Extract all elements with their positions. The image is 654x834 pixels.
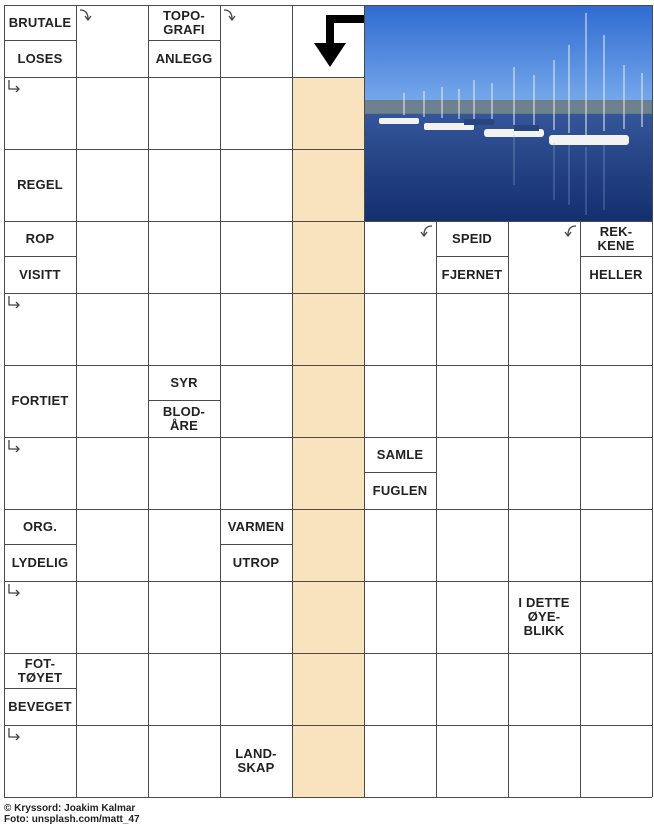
- answer-cell[interactable]: [580, 653, 652, 725]
- credits: [4, 803, 140, 825]
- clue-fuglen: FUGLEN: [364, 473, 436, 509]
- solution-cell[interactable]: [292, 581, 364, 653]
- grid-line: [4, 509, 652, 510]
- answer-cell[interactable]: [580, 509, 652, 581]
- solution-cell[interactable]: [292, 149, 364, 221]
- answer-cell[interactable]: [508, 365, 580, 437]
- clue-landskap: LAND- SKAP: [220, 725, 292, 797]
- down-right-arrow-icon: [6, 79, 22, 95]
- grid-line: [4, 221, 652, 222]
- answer-cell[interactable]: [364, 365, 436, 437]
- grid-line: [292, 5, 293, 797]
- solution-cell[interactable]: [292, 509, 364, 581]
- answer-cell[interactable]: [436, 653, 508, 725]
- clue-heller: HELLER: [580, 257, 652, 293]
- big-arrow-icon: [292, 5, 364, 77]
- answer-cell[interactable]: [148, 509, 220, 581]
- answer-cell[interactable]: [364, 293, 436, 365]
- answer-cell[interactable]: [76, 653, 148, 725]
- clue-varmen: VARMEN: [220, 509, 292, 545]
- clue-fjernet: FJERNET: [436, 257, 508, 293]
- answer-cell[interactable]: [148, 293, 220, 365]
- grid-line: [148, 5, 149, 797]
- answer-cell[interactable]: [76, 725, 148, 797]
- down-right-arrow-icon: [6, 583, 22, 599]
- clue-samle: SAMLE: [364, 437, 436, 473]
- answer-cell[interactable]: [436, 365, 508, 437]
- answer-cell[interactable]: [508, 509, 580, 581]
- answer-cell[interactable]: [220, 653, 292, 725]
- answer-cell[interactable]: [76, 221, 148, 293]
- answer-cell[interactable]: [508, 725, 580, 797]
- left-down-arrow-icon: [418, 223, 434, 239]
- grid-line: [4, 5, 652, 6]
- answer-cell[interactable]: [436, 293, 508, 365]
- clue-beveget: BEVEGET: [4, 689, 76, 725]
- solution-cell[interactable]: [292, 725, 364, 797]
- grid-line: [76, 5, 77, 797]
- clue-lydelig: LYDELIG: [4, 545, 76, 581]
- solution-cell[interactable]: [292, 653, 364, 725]
- credit-photo: Foto: unsplash.com/matt_47: [4, 814, 140, 825]
- answer-cell[interactable]: [364, 509, 436, 581]
- answer-cell[interactable]: [364, 653, 436, 725]
- answer-cell[interactable]: [148, 221, 220, 293]
- clue-syr: SYR: [148, 365, 220, 401]
- clue-fortiet: FORTIET: [4, 365, 76, 437]
- answer-cell[interactable]: [220, 581, 292, 653]
- clue-anlegg: ANLEGG: [148, 41, 220, 77]
- answer-cell[interactable]: [148, 725, 220, 797]
- answer-cell[interactable]: [220, 149, 292, 221]
- answer-cell[interactable]: [148, 77, 220, 149]
- answer-cell[interactable]: [148, 149, 220, 221]
- clue-utrop: UTROP: [220, 545, 292, 581]
- clue-brutale: BRUTALE: [4, 5, 76, 41]
- answer-cell[interactable]: [580, 365, 652, 437]
- clue-rekkene: REK- KENE: [580, 221, 652, 257]
- solution-cell[interactable]: [292, 365, 364, 437]
- grid-line: [4, 365, 652, 366]
- grid-line: [4, 5, 5, 797]
- down-right-arrow-icon: [6, 439, 22, 455]
- answer-cell[interactable]: [76, 365, 148, 437]
- clue-idetteoyeblikk: I DETTE ØYE- BLIKK: [508, 581, 580, 653]
- answer-cell[interactable]: [580, 581, 652, 653]
- answer-cell[interactable]: [220, 293, 292, 365]
- answer-cell[interactable]: [76, 77, 148, 149]
- grid-line: [4, 725, 652, 726]
- solution-cell[interactable]: [292, 437, 364, 509]
- answer-cell[interactable]: [76, 293, 148, 365]
- down-right-arrow-icon: [6, 727, 22, 743]
- right-down-arrow-icon: [78, 7, 94, 23]
- grid-line: [4, 797, 652, 798]
- answer-cell[interactable]: [436, 581, 508, 653]
- grid-line: [4, 581, 652, 582]
- answer-cell[interactable]: [508, 653, 580, 725]
- clue-org: ORG.: [4, 509, 76, 545]
- crossword-grid: [4, 5, 652, 797]
- clue-visitt: VISITT: [4, 257, 76, 293]
- grid-line: [4, 653, 652, 654]
- answer-cell[interactable]: [76, 581, 148, 653]
- grid-line: [220, 5, 221, 797]
- right-down-arrow-icon: [222, 7, 238, 23]
- answer-cell[interactable]: [436, 725, 508, 797]
- marina-photo: [364, 5, 652, 221]
- answer-cell[interactable]: [364, 725, 436, 797]
- solution-cell[interactable]: [292, 221, 364, 293]
- left-down-arrow-icon: [562, 223, 578, 239]
- clue-blodare: BLOD- ÅRE: [148, 401, 220, 437]
- answer-cell[interactable]: [580, 293, 652, 365]
- clue-fottoyet: FOT- TØYET: [4, 653, 76, 689]
- answer-cell[interactable]: [148, 437, 220, 509]
- solution-cell[interactable]: [292, 77, 364, 149]
- grid-line: [4, 293, 652, 294]
- answer-cell[interactable]: [436, 437, 508, 509]
- answer-cell[interactable]: [364, 581, 436, 653]
- answer-cell[interactable]: [76, 149, 148, 221]
- clue-rop: ROP: [4, 221, 76, 257]
- answer-cell[interactable]: [76, 437, 148, 509]
- solution-cell[interactable]: [292, 293, 364, 365]
- clue-speid: SPEID: [436, 221, 508, 257]
- clue-loses: LOSES: [4, 41, 76, 77]
- answer-cell[interactable]: [148, 581, 220, 653]
- answer-cell[interactable]: [508, 293, 580, 365]
- answer-cell[interactable]: [148, 653, 220, 725]
- answer-cell[interactable]: [220, 437, 292, 509]
- answer-cell[interactable]: [580, 437, 652, 509]
- grid-line: [4, 149, 364, 150]
- grid-line: [652, 5, 653, 797]
- answer-cell[interactable]: [220, 221, 292, 293]
- answer-cell[interactable]: [508, 437, 580, 509]
- credit-crossword: © Kryssord: Joakim Kalmar: [4, 803, 136, 814]
- clue-topografi: TOPO- GRAFI: [148, 5, 220, 41]
- clue-regel: REGEL: [4, 149, 76, 221]
- answer-cell[interactable]: [220, 77, 292, 149]
- grid-line: [364, 5, 365, 797]
- answer-cell[interactable]: [220, 365, 292, 437]
- down-right-arrow-icon: [6, 295, 22, 311]
- grid-line: [4, 77, 364, 78]
- answer-cell[interactable]: [580, 725, 652, 797]
- grid-line: [4, 437, 652, 438]
- answer-cell[interactable]: [76, 509, 148, 581]
- answer-cell[interactable]: [436, 509, 508, 581]
